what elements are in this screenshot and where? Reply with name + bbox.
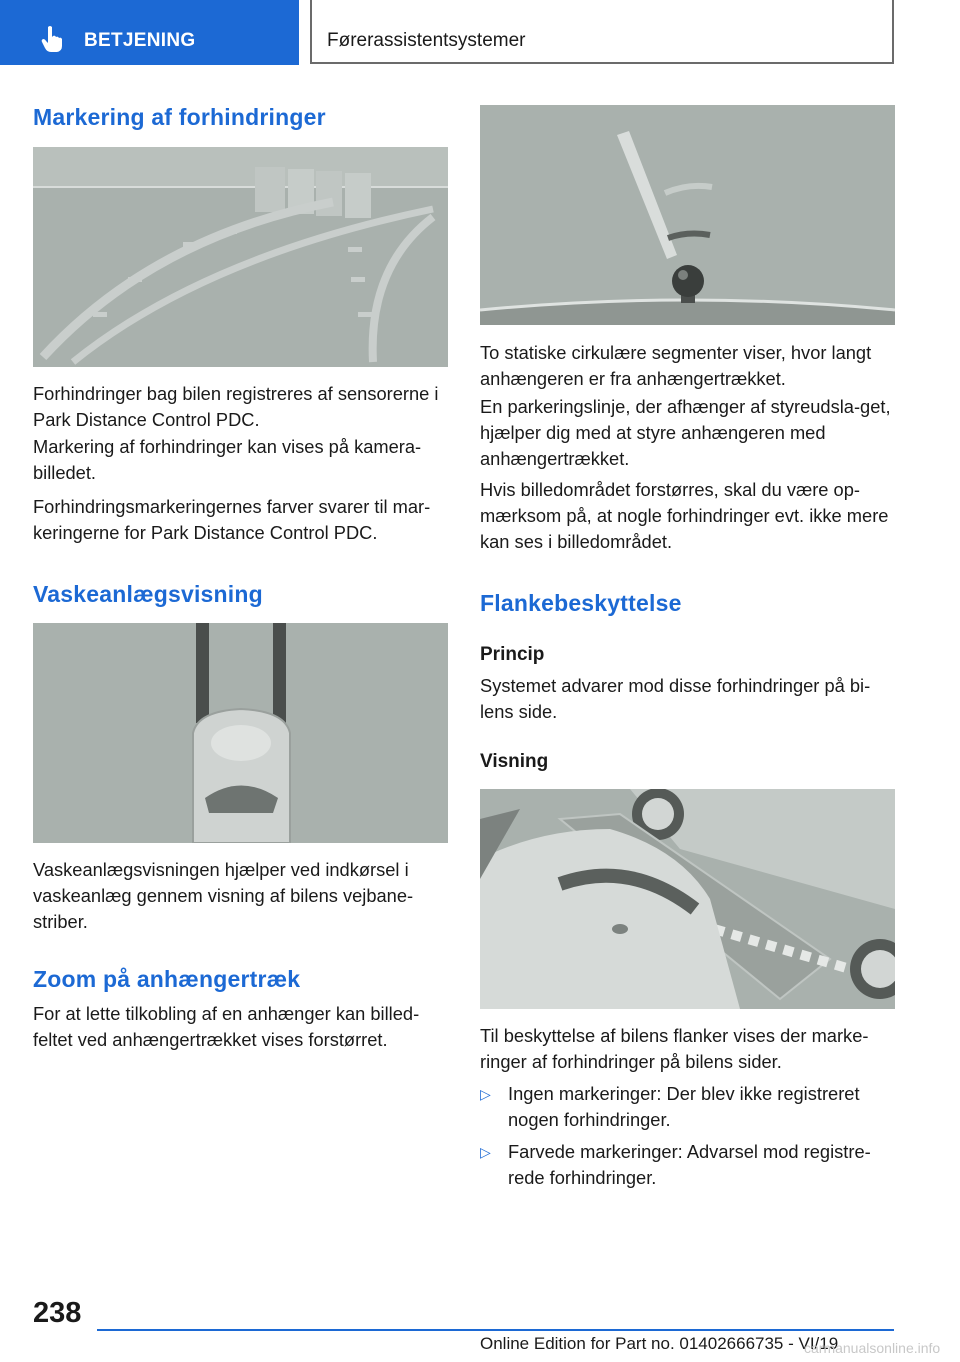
- paragraph: Vaskeanlægsvisningen hjælper ved indkørsel i vaskeanlæg gennem visning af bilens vejbane-striber.: [33, 859, 414, 932]
- paragraph: Forhindringsmarkeringernes farver svarer til mar-keringerne for Park Distance Control PDC.: [33, 496, 431, 543]
- heading-obstacle-marking: Markering af forhindringer: [33, 104, 326, 130]
- obstacle-marking-image: [33, 147, 448, 367]
- chapter-label: BETJENING: [84, 30, 196, 51]
- chapter-tab[interactable]: [0, 0, 299, 65]
- list-item-text: Ingen markeringer: Der blev ikke registreret nogen forhindringer.: [508, 1083, 860, 1130]
- paragraph: Markering af forhindringer kan vises på kamera-billedet.: [33, 436, 422, 483]
- paragraph: Til beskyttelse af bilens flanker vises der marke-ringer af forhindringer på bilens sider.: [480, 1025, 869, 1072]
- paragraph: To statiske cirkulære segmenter viser, hvor langt anhængeren er fra anhængertrækket.: [480, 342, 872, 389]
- triangle-bullet-icon: ▷: [480, 1144, 491, 1160]
- side-protection-image: [480, 789, 895, 1009]
- footer-divider: [97, 1329, 894, 1331]
- paragraph: Forhindringer bag bilen registreres af sensorerne i Park Distance Control PDC.: [33, 383, 439, 430]
- heading-trailer-zoom: Zoom på anhængertræk: [33, 966, 301, 992]
- list-item-text: Farvede markeringer: Advarsel mod registre-rede forhindringer.: [508, 1141, 871, 1188]
- edition-text: Online Edition for Part no. 01402666735 - VI/19: [480, 1334, 839, 1353]
- pointing-hand-icon: [40, 24, 70, 54]
- heading-side-protection: Flankebeskyttelse: [480, 590, 682, 616]
- subheading-principle: Princip: [480, 644, 545, 665]
- section-label: Førerassistentsystemer: [327, 30, 526, 51]
- paragraph: For at lette tilkobling af en anhænger kan billed-feltet ved anhængertrækket vises forstørret.: [33, 1003, 420, 1050]
- section-header: [310, 0, 894, 64]
- paragraph: Hvis billedområdet forstørres, skal du være op-mærksom på, at nogle forhindringer evt. ikke mere kan ses i billedområdet.: [480, 479, 889, 552]
- carwash-view-image: [33, 623, 448, 843]
- paragraph: En parkeringslinje, der afhænger af styreudsla-get, hjælper dig med at styre anhængeren med anhængertrækket.: [480, 396, 891, 469]
- watermark: carmanualsonline.info: [804, 1340, 941, 1356]
- triangle-bullet-icon: ▷: [480, 1086, 491, 1102]
- trailer-hitch-zoom-image: [480, 105, 895, 325]
- heading-carwash-view: Vaskeanlægsvisning: [33, 581, 263, 607]
- subheading-display: Visning: [480, 751, 549, 772]
- paragraph: Systemet advarer mod disse forhindringer på bi-lens side.: [480, 675, 871, 722]
- page-number: 238: [33, 1297, 82, 1329]
